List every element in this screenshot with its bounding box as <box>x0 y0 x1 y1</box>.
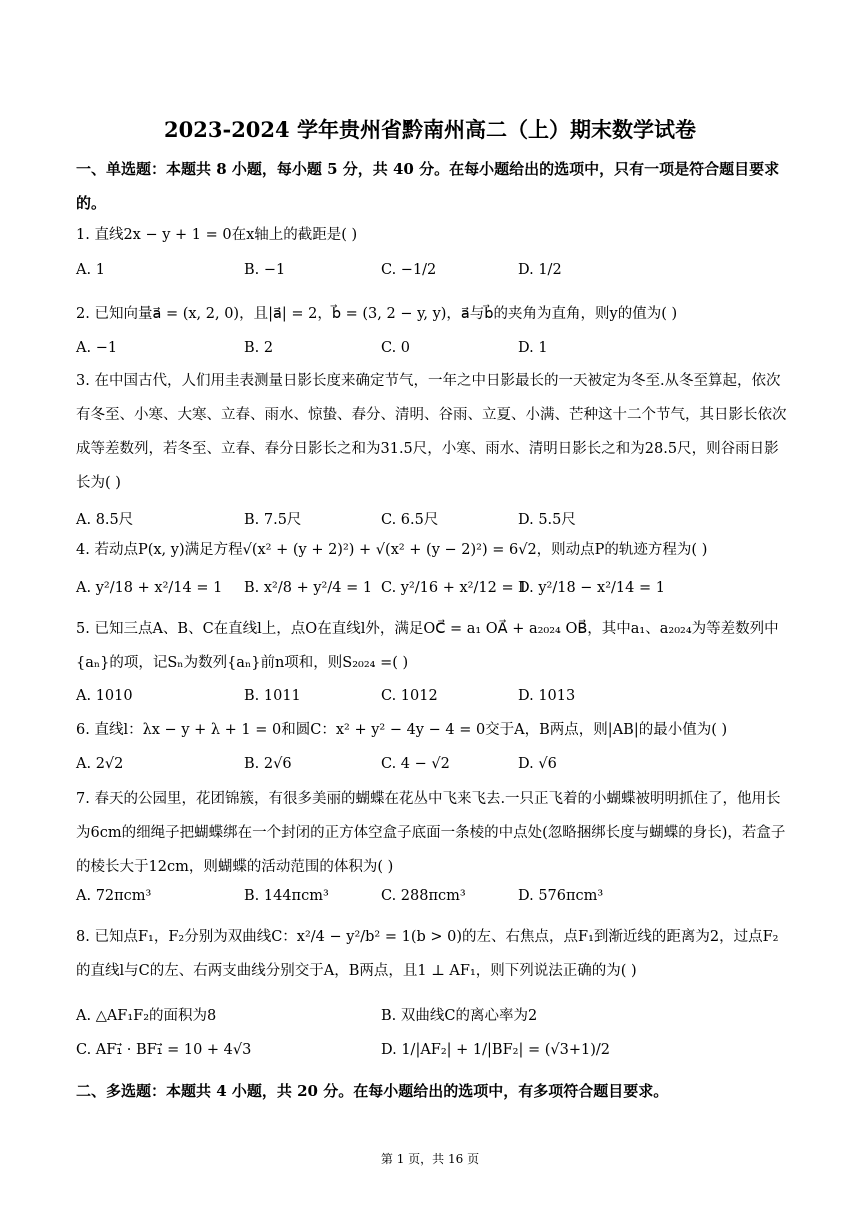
question-2-options <box>76 340 788 364</box>
option-b: B. 7.5尺 <box>244 512 302 528</box>
option-c: C. 1012 <box>381 688 438 704</box>
option-d: D. y²/18 − x²/14 = 1 <box>518 580 665 596</box>
option-c: C. 4 − √2 <box>381 756 450 772</box>
option-c: C. −1/2 <box>381 262 437 278</box>
option-c: C. 0 <box>381 340 411 356</box>
question-8-options-row1 <box>76 1004 788 1028</box>
question-2-stem: 2. 已知向量a⃗ = (x, 2, 0)，且|a⃗| = 2，b⃗ = (3, 2 − y, y)，a⃗与b⃗的夹角为直角，则y的值为( ) <box>76 306 678 322</box>
option-d: D. 5.5尺 <box>518 512 576 528</box>
option-b: B. 双曲线C的离心率为2 <box>381 1008 538 1024</box>
option-a: A. △AF₁F₂的面积为8 <box>76 1008 217 1024</box>
option-b: B. −1 <box>244 262 286 278</box>
option-a: A. 8.5尺 <box>76 512 134 528</box>
question-7-options <box>76 888 788 912</box>
option-c: C. y²/16 + x²/12 = 1 <box>381 580 528 596</box>
question-6-stem: 6. 直线l：λx − y + λ + 1 = 0和圆C：x² + y² − 4y − 4 = 0交于A，B两点，则|AB|的最小值为( ) <box>76 722 728 738</box>
option-b: B. x²/8 + y²/4 = 1 <box>244 580 373 596</box>
option-d: D. 1013 <box>518 688 576 704</box>
option-d: D. √6 <box>518 756 557 772</box>
page-title: 2023-2024 学年贵州省黔南州高二（上）期末数学试卷 <box>164 117 696 142</box>
option-a: A. 1010 <box>76 688 133 704</box>
question-3-options <box>76 508 788 532</box>
question-4-stem: 4. 若动点P(x, y)满足方程√(x² + (y + 2)²) + √(x² + (y − 2)²) = 6√2，则动点P的轨迹方程为( ) <box>76 542 708 558</box>
question-8-options-row2 <box>76 1042 788 1066</box>
option-a: A. 1 <box>76 262 105 278</box>
option-b: B. 1011 <box>244 688 301 704</box>
page-footer: 第 1 页，共 16 页 <box>380 1152 480 1166</box>
option-d: D. 576πcm³ <box>518 888 604 904</box>
option-a: A. 72πcm³ <box>76 888 152 904</box>
question-6-options <box>76 756 788 780</box>
option-a: A. 2√2 <box>76 756 124 772</box>
option-c: C. 288πcm³ <box>381 888 466 904</box>
option-d: D. 1/|AF₂| + 1/|BF₂| = (√3+1)/2 <box>381 1042 610 1058</box>
question-8-stem: 8. 已知点F₁，F₂分别为双曲线C：x²/4 − y²/b² = 1(b > 0)的左、右焦点，点F₁到渐近线的距离为2，过点F₂的直线l与C的左、右两支曲线分别交于A，B两点，且1 ⊥ AF₁，则下列说法正确的为( ) <box>76 929 779 979</box>
section-heading-multiple-choice: 二、多选题：本题共 4 小题，共 20 分。在每小题给出的选项中，有多项符合题目要求。 <box>76 1082 669 1100</box>
option-c: C. AF₁⃗ · BF₁⃗ = 10 + 4√3 <box>76 1042 252 1058</box>
question-5-options <box>76 688 788 712</box>
question-7-stem: 7. 春天的公园里，花团锦簇，有很多美丽的蝴蝶在花丛中飞来飞去.一只正飞着的小蝴蝶被明明抓住了，他用长为6cm的细绳子把蝴蝶绑在一个封闭的正方体空盒子底面一条棱的中点处(忽略捆绑长度与蝴蝶的身长)，若盒子的棱长大于12cm，则蝴蝶的活动范围的体积为( ) <box>76 791 786 875</box>
question-1-stem: 1. 直线2x − y + 1 = 0在x轴上的截距是( ) <box>76 227 358 243</box>
question-3-stem: 3. 在中国古代，人们用圭表测量日影长度来确定节气，一年之中日影最长的一天被定为冬至.从冬至算起，依次有冬至、小寒、大寒、立春、雨水、惊蛰、春分、清明、谷雨、立夏、小满、芒种这十二个节气，其日影长依次成等差数列，若冬至、立春、春分日影长之和为31.5尺，小寒、雨水、清明日影长之和为28.5尺，则谷雨日影长为( ) <box>76 373 787 491</box>
section-heading-single-choice: 一、单选题：本题共 8 小题，每小题 5 分，共 40 分。在每小题给出的选项中，只有一项是符合题目要求的。 <box>76 160 780 212</box>
question-1-options <box>76 262 788 286</box>
option-b: B. 144πcm³ <box>244 888 329 904</box>
option-b: B. 2 <box>244 340 274 356</box>
question-5-stem: 5. 已知三点A、B、C在直线l上，点O在直线l外，满足OC⃗ = a₁ OA⃗ + a₂₀₂₄ OB⃗，其中a₁、a₂₀₂₄为等差数列中{aₙ}的项，记Sₙ为数列{aₙ}前n项和，则S₂₀₂₄ =( ) <box>76 621 779 671</box>
question-4-options <box>76 580 788 604</box>
option-a: A. −1 <box>76 340 118 356</box>
option-a: A. y²/18 + x²/14 = 1 <box>76 580 223 596</box>
option-d: D. 1/2 <box>518 262 562 278</box>
option-d: D. 1 <box>518 340 548 356</box>
option-c: C. 6.5尺 <box>381 512 439 528</box>
option-b: B. 2√6 <box>244 756 292 772</box>
